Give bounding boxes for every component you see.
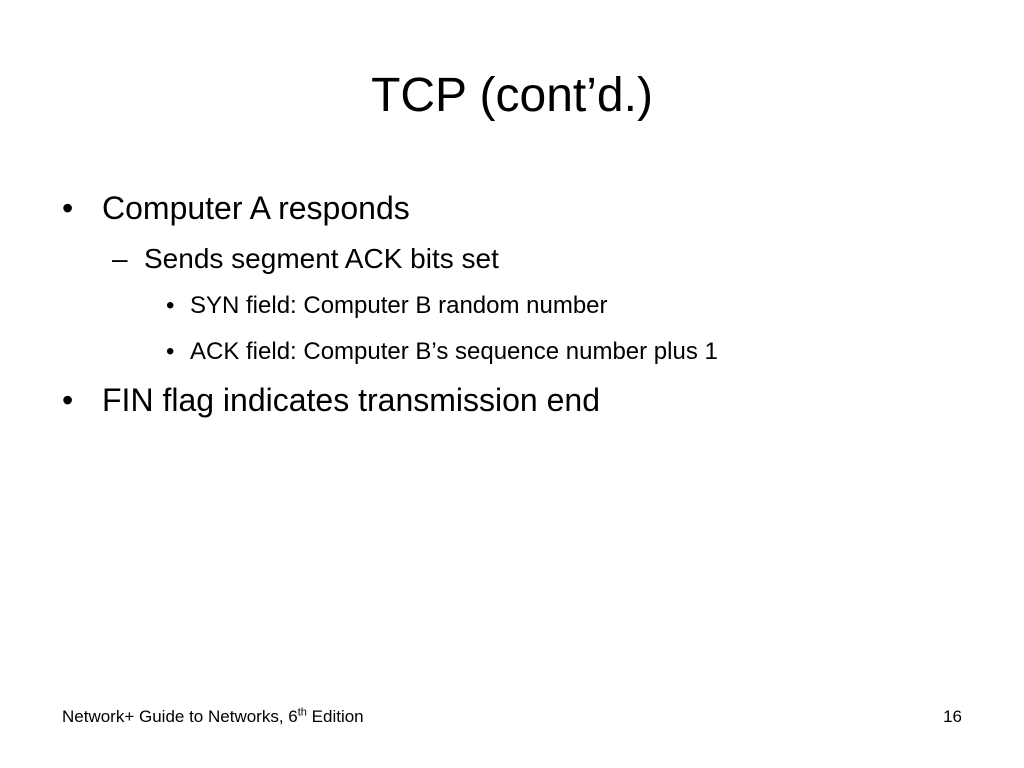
bullet-marker: • — [166, 292, 175, 319]
sub-sub-bullet-text: SYN field: Computer B random number — [190, 292, 608, 319]
sub-sub-bullet-item-1 — [0, 291, 1024, 321]
slide-page-number: 16 — [943, 707, 962, 726]
sub-sub-bullet-text: ACK field: Computer B’s sequence number plus 1 — [190, 338, 718, 365]
footer-title-prefix: Network+ Guide to Networks, 6 — [62, 707, 298, 726]
sub-bullet-item-1 — [0, 241, 1024, 277]
bullet-item-2 — [0, 380, 1024, 420]
footer-book-title — [62, 706, 364, 728]
sub-sub-bullet-item-2 — [0, 337, 1024, 367]
bullet-marker: • — [62, 190, 74, 226]
bullet-item-1 — [0, 188, 1024, 228]
slide-title: TCP (cont’d.) — [371, 69, 653, 122]
bullet-marker: • — [166, 338, 175, 365]
footer-title-superscript: th — [297, 706, 307, 719]
bullet-text: Computer A responds — [102, 190, 410, 226]
bullet-marker: • — [62, 382, 74, 418]
bullet-text: FIN flag indicates transmission end — [102, 382, 600, 418]
dash-marker: – — [112, 243, 128, 274]
footer-title-suffix: Edition — [306, 707, 364, 726]
sub-bullet-text: Sends segment ACK bits set — [144, 243, 499, 274]
